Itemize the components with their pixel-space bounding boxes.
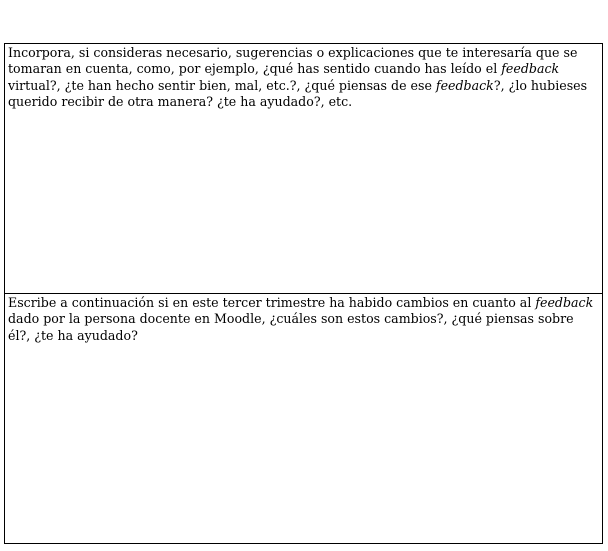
question-2-text: Escribe a continuación si en este tercer trimestre ha habido cambios en cuanto al feedback dado por la persona docente en Moodle, ¿cuáles son estos cambios?, ¿qué piensas sobre él?, ¿te ha ayudado? (8, 295, 594, 343)
feedback-term: feedback (501, 61, 560, 77)
question-cell-1[interactable] (5, 44, 603, 294)
question-cell-2[interactable] (5, 294, 603, 544)
question-row-2 (5, 294, 603, 544)
feedback-term: feedback (535, 295, 594, 310)
feedback-term: feedback (435, 77, 494, 93)
question-1-text: Incorpora, si consideras necesario, sugerencias o explicaciones que te interesaría que se tomaran en cuenta, como, por ejemplo, ¿qué has sentido cuando has leído el feedback virtual?, ¿te han hecho sentir bien, mal, etc.?, ¿qué piensas de ese feedback?, ¿lo hubieses querido recibir de otra manera? ¿te ha ayudado?, etc. (8, 45, 588, 109)
feedback-questionnaire-table (4, 43, 603, 544)
question-row-1 (5, 44, 603, 294)
